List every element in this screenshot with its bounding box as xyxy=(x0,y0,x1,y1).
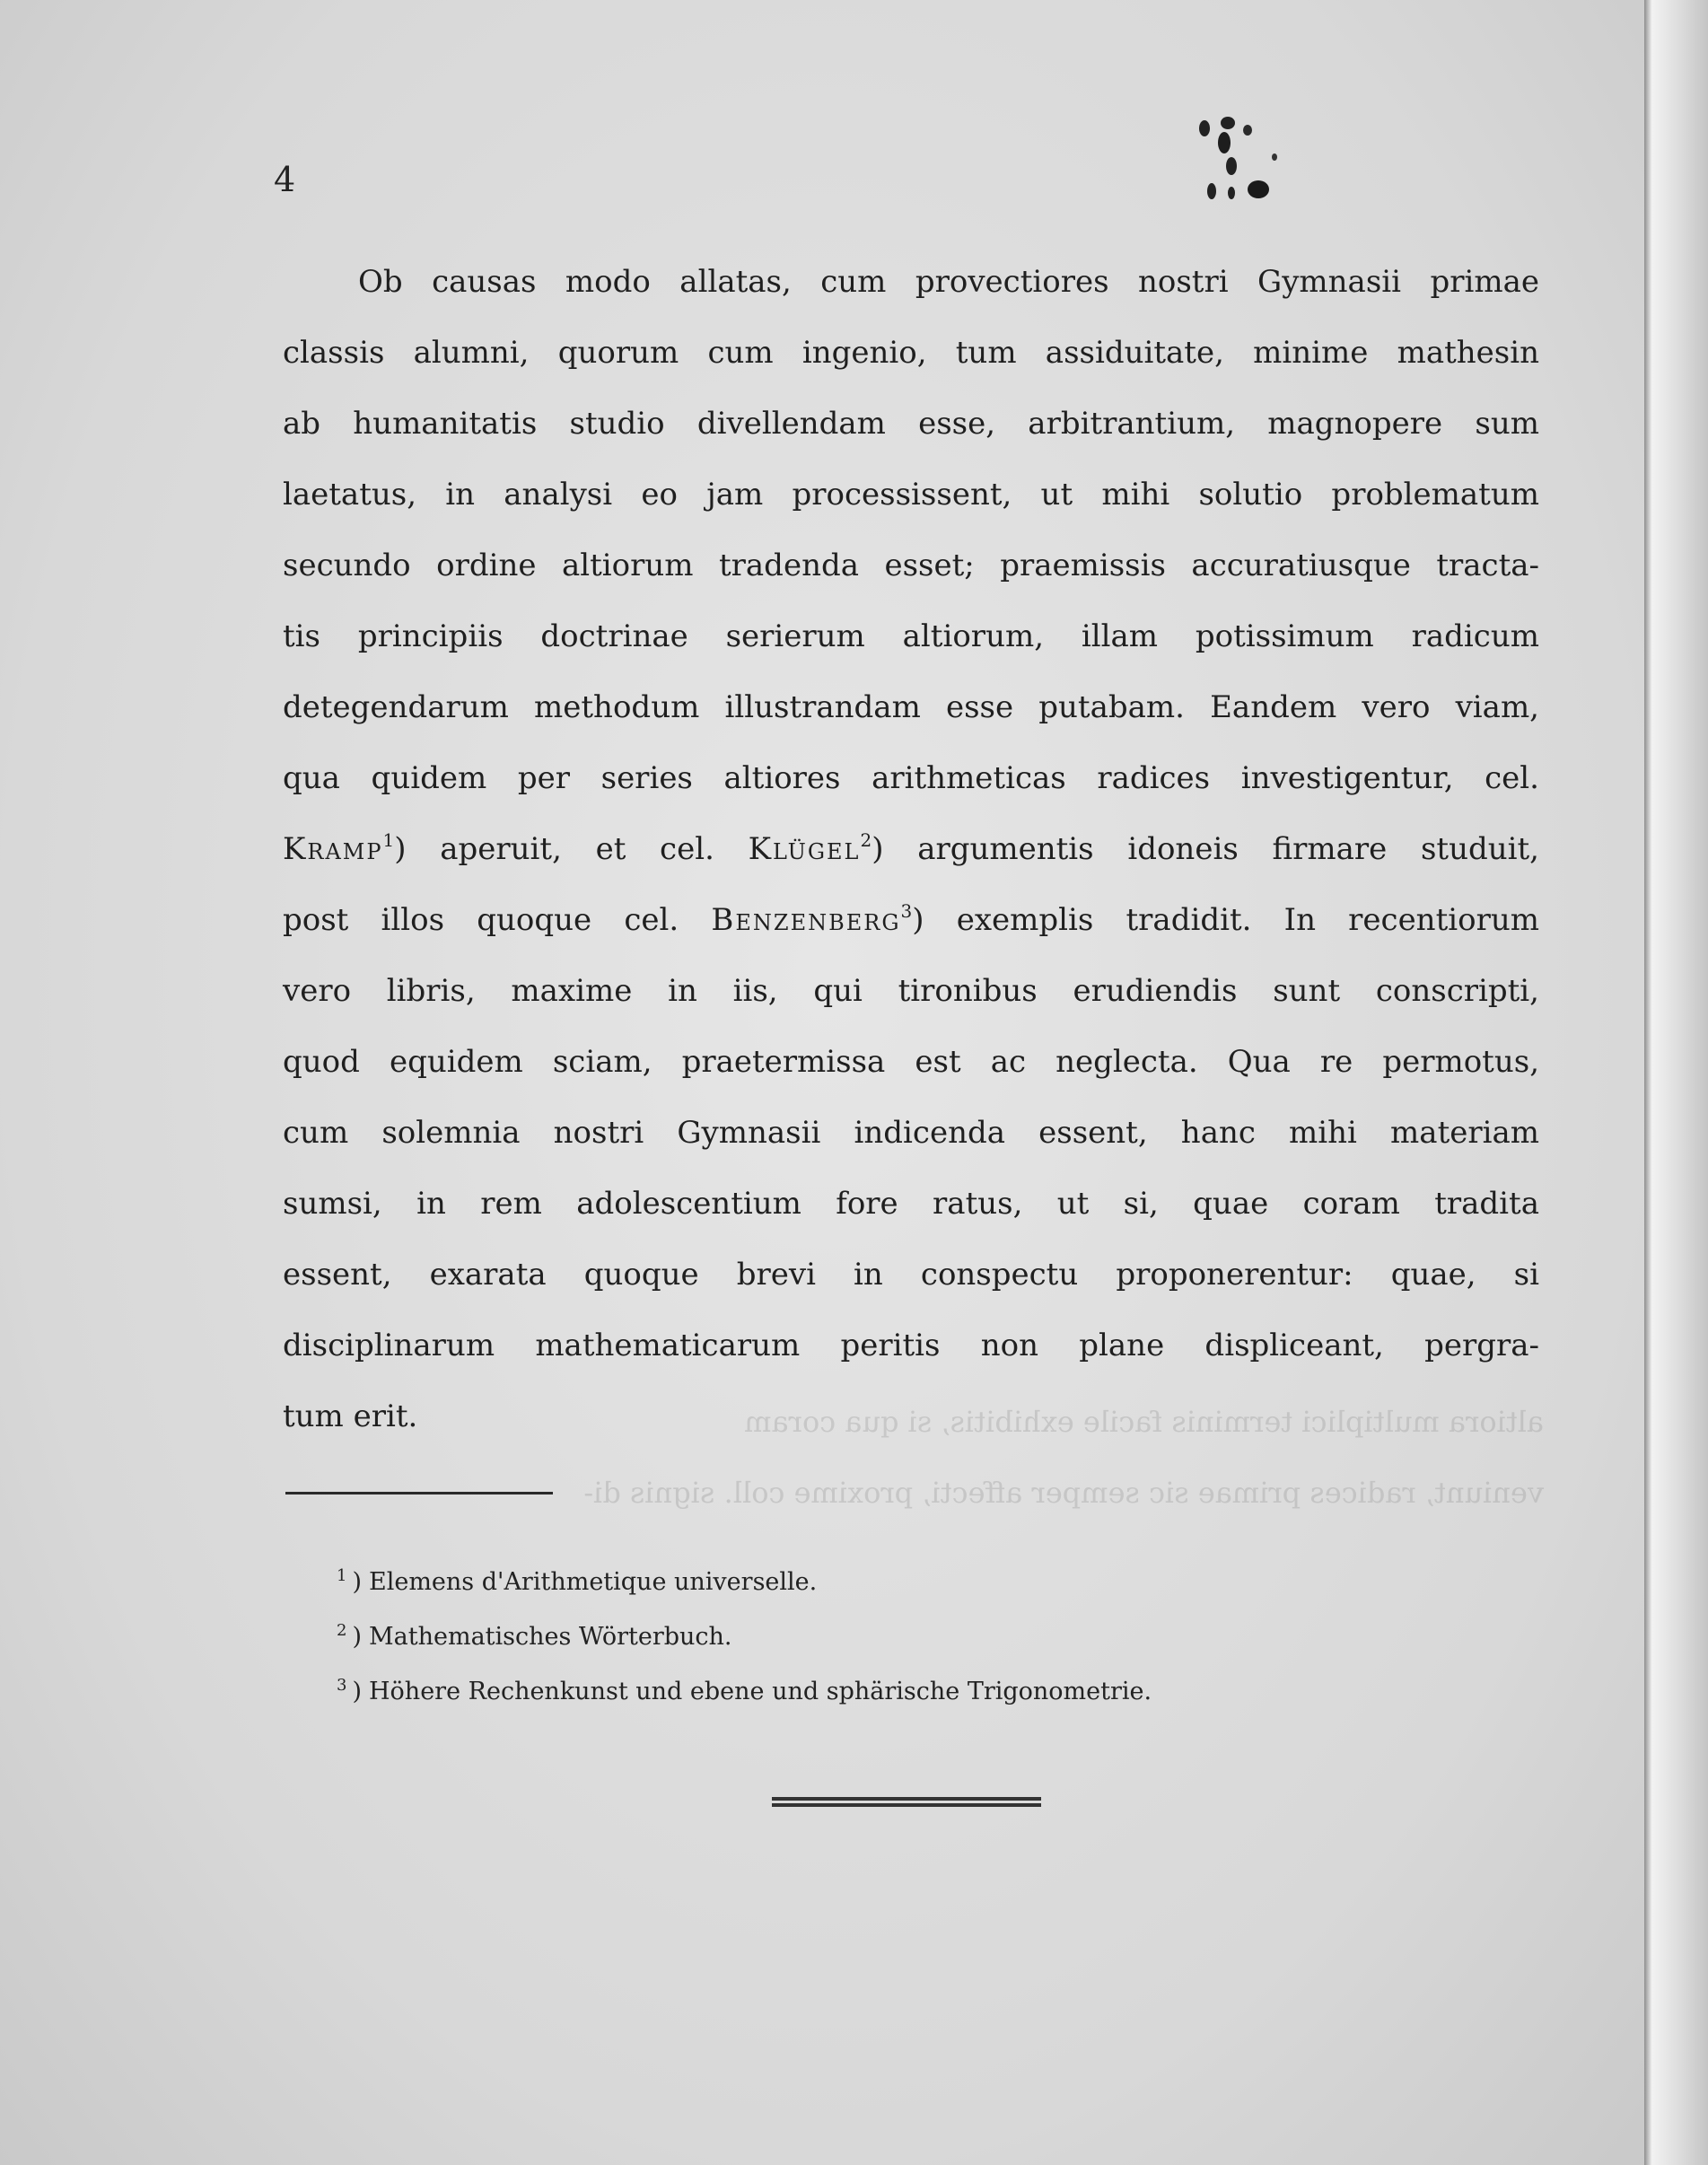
footnote-marker: 1 xyxy=(337,1566,347,1585)
body-text-run: vero libris, maxime in iis, qui tironibus erudiendis sunt conscripti, xyxy=(283,973,1539,1009)
bleed-through-text: altiora multiplici terminis facile exhibitis, si qua coram veniunt, radices primae sic semper affecti, proxime coll. signis di- xyxy=(583,1405,1544,1510)
footnote-item: $^1$ ) Elemens d'Arithmetique universelle. xyxy=(337,1566,818,1596)
footnote-text: Höhere Rechenkunst und ebene und sphärische Trigonometrie. xyxy=(369,1678,1152,1705)
page-number: 4 xyxy=(274,160,296,199)
cited-author-name: Klügel xyxy=(748,831,861,867)
body-text-run: tis principiis doctrinae serierum altiorum, illam potissimum radicum xyxy=(283,618,1539,654)
body-text-run: ab humanitatis studio divellendam esse, arbitrantium, magnopere sum xyxy=(283,406,1539,442)
footnotes xyxy=(337,1548,1503,1713)
end-rule xyxy=(772,1797,1041,1810)
footnote-item: $^3$ ) Höhere Rechenkunst und ebene und sphärische Trigonometrie. xyxy=(337,1676,1152,1705)
body-text-run: ) argumentis idoneis firmare studuit, xyxy=(872,831,1539,867)
body-line xyxy=(283,1240,1539,1310)
body-text-run: ) exemplis tradidit. In recentiorum xyxy=(912,902,1539,938)
body-text-run: laetatus, in analysi eo jam processissent, ut mihi solutio problematum xyxy=(283,477,1539,513)
footnote-divider xyxy=(285,1492,553,1494)
body-line xyxy=(283,743,1539,814)
footnote-item: $^2$ ) Mathematisches Wörterbuch. xyxy=(337,1621,732,1651)
body-text-run: post illos quoque cel. xyxy=(283,902,712,938)
footnote-reference: 2 xyxy=(860,829,872,851)
body-text-run: qua quidem per series altiores arithmeticas radices investigentur, cel. xyxy=(283,760,1539,796)
body-line xyxy=(283,247,1539,318)
body-text-run: Ob causas modo allatas, cum provectiores nostri Gymnasii primae xyxy=(358,264,1539,300)
body-line xyxy=(283,1169,1539,1240)
cited-author-name: Benzenberg xyxy=(711,902,901,938)
body-line xyxy=(283,318,1539,389)
body-text-run: sumsi, in rem adolescentium fore ratus, ut si, quae coram tradita xyxy=(283,1186,1539,1222)
footnote-text: Mathematisches Wörterbuch. xyxy=(369,1623,732,1651)
ink-blot-stain xyxy=(1167,103,1310,238)
body-line xyxy=(283,672,1539,743)
body-line xyxy=(283,530,1539,601)
footnote-reference: 3 xyxy=(900,900,913,922)
footnote-marker: 2 xyxy=(337,1621,347,1640)
body-text-run: tum erit. xyxy=(283,1398,418,1434)
body-paragraph xyxy=(283,247,1539,1452)
body-line xyxy=(283,814,1539,885)
cited-author-name: Kramp xyxy=(283,831,383,867)
body-text-run: quod equidem sciam, praetermissa est ac neglecta. Qua re permotus, xyxy=(283,1044,1539,1080)
body-text-run: essent, exarata quoque brevi in conspectu proponerentur: quae, si xyxy=(283,1257,1539,1293)
body-line xyxy=(283,1098,1539,1169)
body-line xyxy=(283,956,1539,1027)
footnote-reference: 1 xyxy=(382,829,395,851)
footnote-text: Elemens d'Arithmetique universelle. xyxy=(369,1568,818,1596)
body-line xyxy=(283,1310,1539,1381)
body-text-run: classis alumni, quorum cum ingenio, tum assiduitate, minime mathesin xyxy=(283,335,1539,371)
body-line xyxy=(283,885,1539,956)
body-text-run: disciplinarum mathematicarum peritis non plane displiceant, pergra- xyxy=(283,1328,1539,1363)
body-line xyxy=(283,1381,1539,1452)
footnote-marker: 3 xyxy=(337,1676,347,1695)
body-text-run: secundo ordine altiorum tradenda esset; praemissis accuratiusque tracta- xyxy=(283,548,1539,583)
body-line xyxy=(283,460,1539,530)
body-text-run: detegendarum methodum illustrandam esse putabam. Eandem vero viam, xyxy=(283,689,1539,725)
page-edge xyxy=(1644,0,1708,2165)
body-line xyxy=(283,601,1539,672)
body-line xyxy=(283,389,1539,460)
body-line xyxy=(283,1027,1539,1098)
body-text-run: cum solemnia nostri Gymnasii indicenda essent, hanc mihi materiam xyxy=(283,1115,1539,1151)
body-text-run: ) aperuit, et cel. xyxy=(394,831,749,867)
